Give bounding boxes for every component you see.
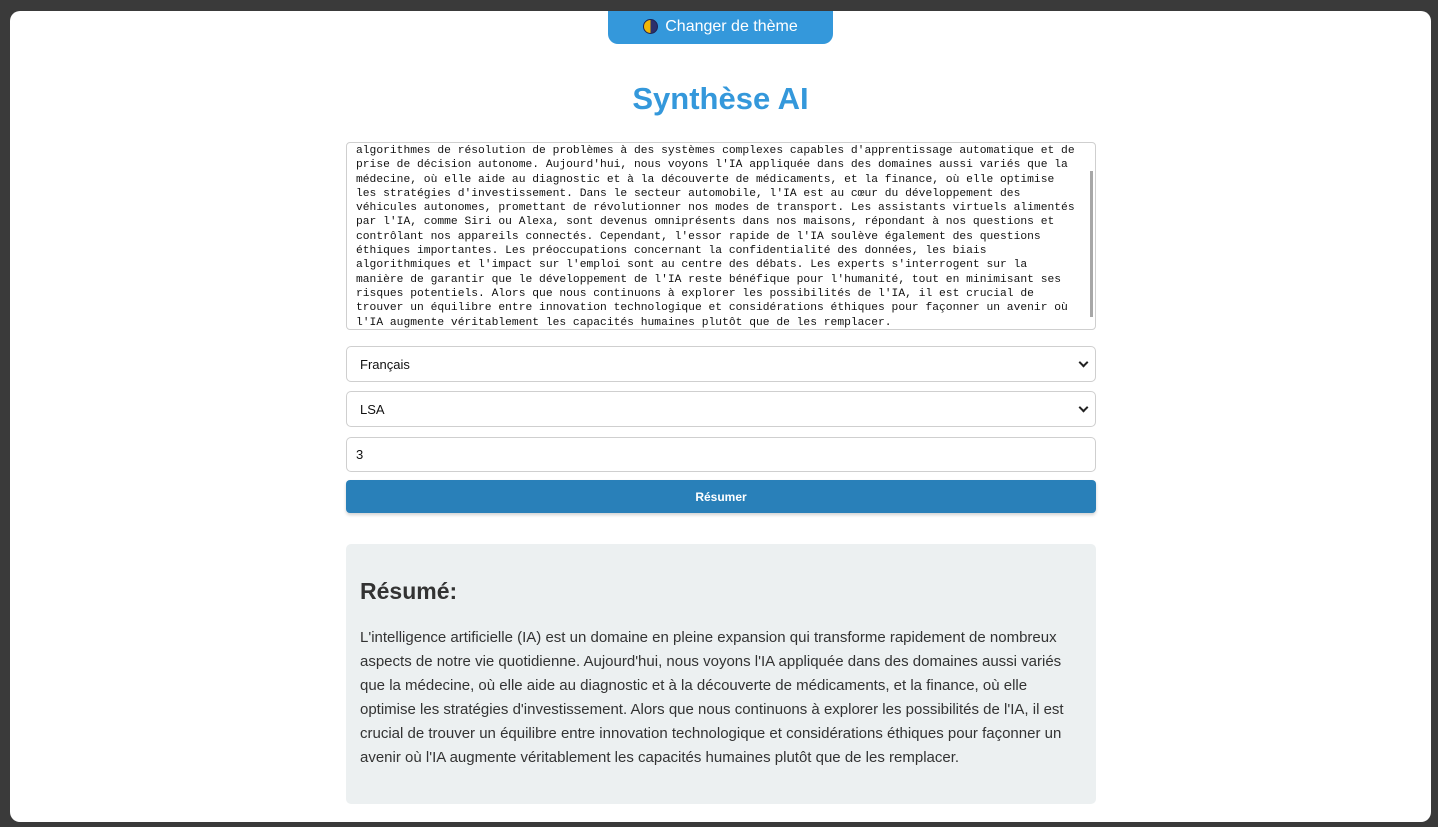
summarize-button[interactable]: Résumer — [346, 480, 1096, 513]
summary-heading: Résumé: — [360, 578, 458, 604]
textarea-scrollbar[interactable] — [1090, 171, 1093, 317]
chevron-down-icon — [1079, 357, 1089, 367]
language-select-value: Français — [360, 356, 410, 372]
language-select[interactable] — [346, 346, 1096, 382]
method-select[interactable] — [346, 391, 1096, 427]
summary-panel — [346, 544, 1096, 804]
source-text-area[interactable]: algorithmes de résolution de problèmes à des systèmes complexes capables d'apprentissage automatique et de prise de décision autonome. Aujourd'hui, nous voyons l'IA appliquée dans des domaines aussi variés que la médecine, où elle aide au diagnostic et à la découverte de médicaments, et la finance, où elle optimise les stratégies d'investissement. Dans le secteur automobile, l'IA est au cœur du développement des véhicules autonomes, promettant de révolutionner nos modes de transport. Les assistants virtuels alimentés par l'IA, comme Siri ou Alexa, sont devenus omniprésents dans nos maisons, répondant à nos questions et contrôlant nos appareils connectés. Cependant, l'essor rapide de l'IA soulève également des questions éthiques importantes. Les préoccupations concernant la confidentialité des données, les biais algorithmiques et l'impact sur l'emploi sont au centre des débats. Les experts s'interrogent sur la manière de garantir que le développement de l'IA reste bénéfique pour l'humanité, tout en minimisant ses risques potentiels. Alors que nous continuons à explorer les possibilités de l'IA, il est crucial de trouver un équilibre entre innovation technologique et considérations éthiques pour façonner un avenir où l'IA augmente véritablement les capacités humaines plutôt que de les remplacer. — [346, 142, 1096, 330]
sentence-count-value: 3 — [356, 447, 364, 462]
half-moon-icon — [643, 19, 658, 34]
theme-toggle-button[interactable] — [608, 11, 833, 44]
page-title: Synthèse AI — [632, 81, 809, 116]
method-select-value: LSA — [360, 401, 385, 417]
theme-toggle-label: Changer de thème — [665, 17, 798, 35]
chevron-down-icon — [1079, 402, 1089, 412]
sentence-count-input[interactable] — [346, 437, 1096, 472]
summary-text: L'intelligence artificielle (IA) est un domaine en pleine expansion qui transforme rapidement de nombreux aspects de notre vie quotidienne. Aujourd'hui, nous voyons l'IA appliquée dans des domaines aussi variés que la médecine, où elle aide au diagnostic et à la découverte de médicaments, et la finance, où elle optimise les stratégies d'investissement. Alors que nous continuons à explorer les possibilités de l'IA, il est crucial de trouver un équilibre entre innovation technologique et considérations éthiques pour façonner un avenir où l'IA augmente véritablement les capacités humaines plutôt que de les remplacer. — [360, 629, 1064, 766]
app-window — [10, 11, 1431, 822]
